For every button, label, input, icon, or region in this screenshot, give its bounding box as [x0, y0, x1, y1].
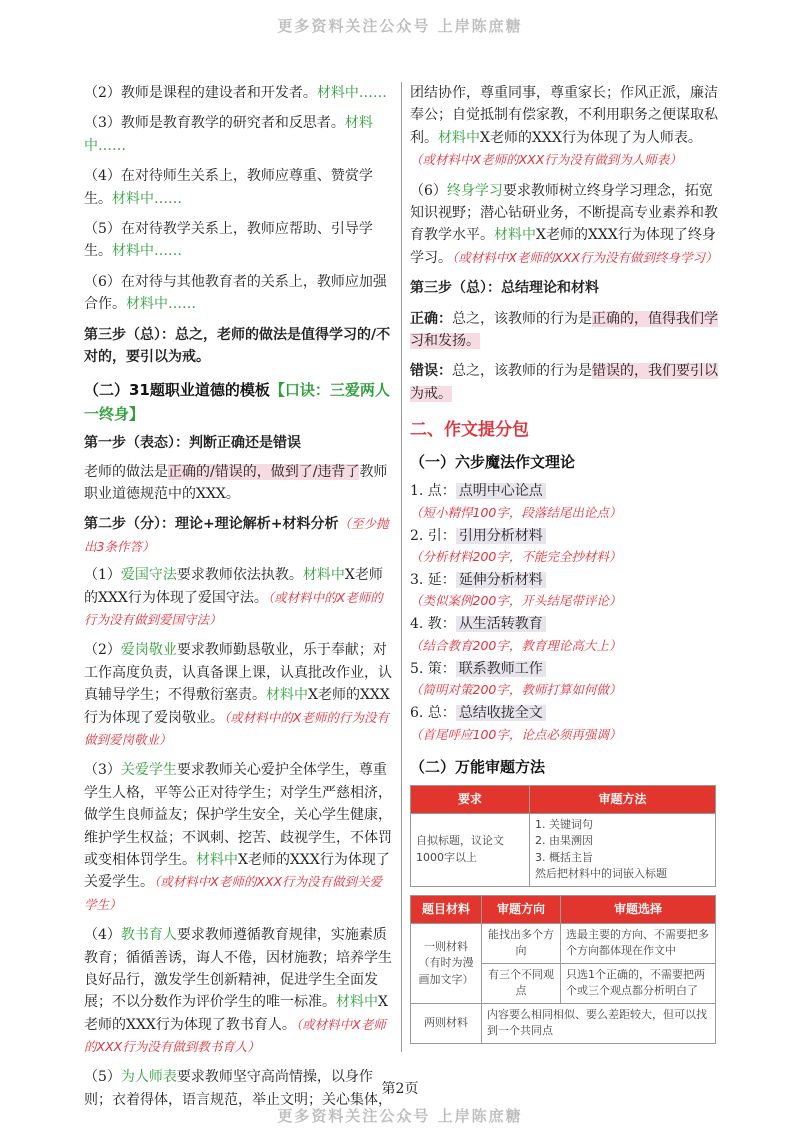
essay-heading: 二、作文提分包: [410, 420, 529, 441]
role-6: （6）在对待与其他教育者的关系上，教师应加强合作。材料中……: [84, 273, 387, 313]
right-column: [410, 82, 720, 1044]
step1-text: 老师的做法是正确的/错误的，做到了/违背了教师职业道德规范中的XXX。: [84, 463, 388, 503]
table-header: 要求: [411, 785, 530, 813]
essay-step: 5. 策： 联系教师工作 （简明对策200字，教师打算如何做）: [410, 660, 622, 698]
role-2: （2）教师是课程的建设者和开发者。材料中……: [84, 85, 387, 101]
step3-summary: 第三步（总）：总之，老师的做法是值得学习的/不对的，要引以为戒。: [84, 326, 391, 365]
item-6: （6）终身学习要求教师树立终身学习理念，拓宽知识视野；潜心钻研业务，不断提高专业素养和教育教学水平。材料中X老师的XXX行为体现了终身学习。（或材料中X老师的XXX行为没有做到终身学习）: [410, 182, 718, 266]
role-3: （3）教师是教育教学的研究者和反思者。材料中……: [84, 115, 373, 154]
column-divider: [401, 82, 402, 1052]
table-cell: 只选1个正确的，不需要把两个或三个观点都分析明白了: [561, 963, 716, 1003]
item-2: （2）爱岗敬业要求教师勤恳敬业，乐于奉献；对工作高度负责，认真备课上课，认真批改作业，认真辅导学生；不得敷衍塞责。材料中X老师的XXX行为体现了爱岗敬业。（或材料中的X老师的行为没有做到爱岗敬业）: [84, 642, 392, 747]
step3-right: 第三步（总）：总结理论和材料: [410, 280, 599, 297]
item-5-cont: 团结协作，尊重同事，尊重家长；作风正派，廉洁奉公；自觉抵制有偿家教，不利用职务之便谋取私利。材料中X老师的XXX行为体现了为人师表。（或材料中X老师的XXX行为没有做到为人师表）: [410, 85, 718, 168]
table-cell: 选最主要的方向、不需要把多个方向都体现在作文中: [561, 923, 716, 963]
table-cell: 自拟标题，议论文1000字以上: [411, 813, 530, 886]
page-number: 第2页: [381, 1081, 419, 1097]
table-header: 审题方向: [482, 895, 561, 923]
essay-step: 4. 教： 从生活转教育 （结合教育200字，教育理论高大上）: [410, 616, 622, 653]
table-cell: 一则材料（有时为漫画加文字）: [411, 923, 482, 1003]
review-table-2: [410, 895, 716, 1044]
role-4: （4）在对待师生关系上，教师应尊重、赞赏学生。材料中……: [84, 168, 373, 207]
item-3: （3）关爱学生要求教师关心爱护全体学生，尊重学生人格，平等公正对待学生；对学生严慈相济，做学生良师益友；保护学生安全，关心学生健康，维护学生权益；不讽刺、挖苦、歧视学生，不体罚或变相体罚学生。材料中X老师的XXX行为体现了关爱学生。（或材料中X老师的XXX行为没有做到关爱学生）: [84, 762, 392, 912]
review-table-1: [410, 785, 716, 887]
step2: 第二步（分）：理论+理论解析+材料分析（至少抛出3条作答）: [84, 516, 389, 554]
table-header: 审题选择: [561, 895, 716, 923]
item-5: （5）为人师表要求教师坚守高尚情操，以身作则；衣着得体，语言规范，举止文明；关心集体，: [84, 1069, 392, 1108]
footer-banner: 更多资料关注公众号 上岸陈庶糖: [277, 1107, 523, 1125]
table-cell: 两则材料: [411, 1003, 482, 1043]
table-header: 审题方法: [530, 785, 716, 813]
table-cell: 能找出多个方向: [482, 923, 561, 963]
table-cell: 1. 关键词句 2. 由果溯因 3. 概括主旨 然后把材料中的词嵌入标题: [530, 813, 716, 886]
wrong-summary: 错误：总之，该教师的行为是错误的，我们要引以为戒。: [410, 363, 718, 402]
table-cell: 有三个不同观点: [482, 963, 561, 1003]
table-cell: 内容要么相同相似、要么差距较大，但可以找到一个共同点: [482, 1003, 716, 1043]
left-column: [84, 82, 394, 1119]
essay-step: 6. 总： 总结收拢全文 （首尾呼应100字，论点必须再强调）: [410, 705, 622, 742]
item-4: （4）教书育人要求教师遵循教育规律，实施素质教育；循循善诱，诲人不倦，因材施教；培养学生良好品行，激发学生创新精神，促进学生全面发展；不以分数作为评价学生的唯一标准。材料中X老师的XXX行为体现了教书育人。（或材料中X老师的XXX行为没有做到教书育人）: [84, 927, 392, 1055]
review-heading: （二）万能审题方法: [410, 757, 546, 776]
six-steps: [410, 480, 720, 744]
item-1: （1）爱国守法要求教师依法执教。材料中X老师的XXX行为体现了爱国守法。（或材料中的X老师的行为没有做到爱国守法）: [84, 567, 383, 628]
essay-step: 1. 点： 点明中心论点 （短小精悍100字，段落结尾出论点）: [410, 483, 622, 520]
section-title: （二）31题职业道德的模板【口诀：三爱两人一终身】: [84, 381, 390, 424]
six-step-heading: （一）六步魔法作文理论: [410, 453, 576, 472]
table-header: 题目材料: [411, 895, 482, 923]
essay-step: 2. 引： 引用分析材料 （分析材料200字，不能完全抄材料）: [410, 527, 622, 565]
essay-step: 3. 延： 延伸分析材料 （类似案例200字，开头结尾带评论）: [410, 572, 622, 609]
role-5: （5）在对待教学关系上，教师应帮助、引导学生。材料中……: [84, 220, 373, 260]
step1: 第一步（表态）：判断正确还是错误: [84, 435, 301, 452]
correct-summary: 正确：总之，该教师的行为是正确的，值得我们学习和发扬。: [410, 310, 718, 349]
header-banner: 更多资料关注公众号 上岸陈庶糖: [277, 17, 523, 35]
